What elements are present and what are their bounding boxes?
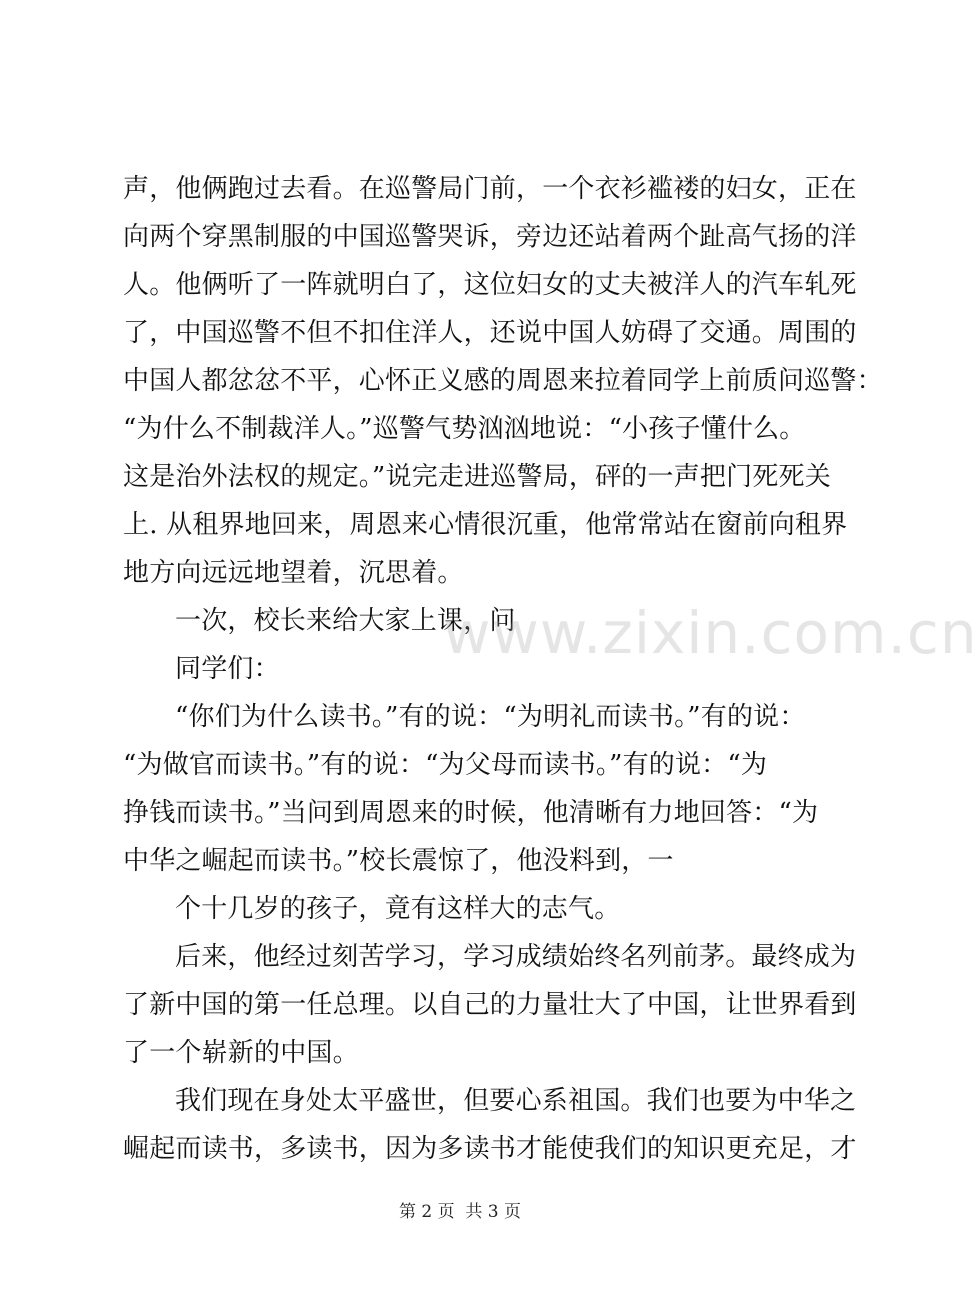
text-line-12: “你们为什么读书。”有的说：“为明礼而读书。”有的说： bbox=[175, 702, 806, 732]
text-line-2: 向两个穿黑制服的中国巡警哭诉，旁边还站着两个趾高气扬的洋 bbox=[123, 222, 857, 252]
text-line-1: 声，他俩跑过去看。在巡警局门前，一个衣衫褴褛的妇女，正在 bbox=[123, 174, 857, 204]
text-line-20: 我们现在身处太平盛世，但要心系祖国。我们也要为中华之 bbox=[175, 1086, 857, 1116]
text-line-19: 了一个崭新的中国。 bbox=[123, 1038, 359, 1068]
text-line-10: 一次，校长来给大家上课，问 bbox=[175, 606, 516, 636]
site-watermark: www.zixin.com.cn bbox=[443, 599, 978, 667]
text-line-14: 挣钱而读书。”当问到周恩来的时候，他清晰有力地回答：“为 bbox=[123, 798, 819, 828]
text-line-18: 了新中国的第一任总理。以自己的力量壮大了中国，让世界看到 bbox=[123, 990, 857, 1020]
text-line-21: 崛起而读书，多读书，因为多读书才能使我们的知识更充足，才 bbox=[123, 1134, 857, 1164]
text-line-8: 上. 从租界地回来，周恩来心情很沉重，他常常站在窗前向租界 bbox=[123, 510, 848, 540]
text-line-4: 了，中国巡警不但不扣住洋人，还说中国人妨碍了交通。周围的 bbox=[123, 318, 857, 348]
text-line-9: 地方向远远地望着，沉思着。 bbox=[123, 558, 464, 588]
text-line-3: 人。他俩听了一阵就明白了，这位妇女的丈夫被洋人的汽车轧死 bbox=[123, 270, 857, 300]
text-line-15: 中华之崛起而读书。”校长震惊了，他没料到，一 bbox=[123, 846, 674, 876]
text-line-5: 中国人都忿忿不平，心怀正义感的周恩来拉着同学上前质问巡警： bbox=[123, 366, 883, 396]
page-footer: 第 2 页 共 3 页 bbox=[398, 1202, 522, 1222]
text-line-6: “为什么不制裁洋人。”巡警气势汹汹地说：“小孩子懂什么。 bbox=[123, 414, 806, 444]
text-line-11: 同学们： bbox=[175, 654, 280, 684]
text-line-16: 个十几岁的孩子，竟有这样大的志气。 bbox=[175, 894, 621, 924]
text-line-13: “为做官而读书。”有的说：“为父母而读书。”有的说：“为 bbox=[123, 750, 768, 780]
text-line-17: 后来，他经过刻苦学习，学习成绩始终名列前茅。最终成为 bbox=[175, 942, 857, 972]
text-line-7: 这是治外法权的规定。”说完走进巡警局，砰的一声把门死死关 bbox=[123, 462, 831, 492]
